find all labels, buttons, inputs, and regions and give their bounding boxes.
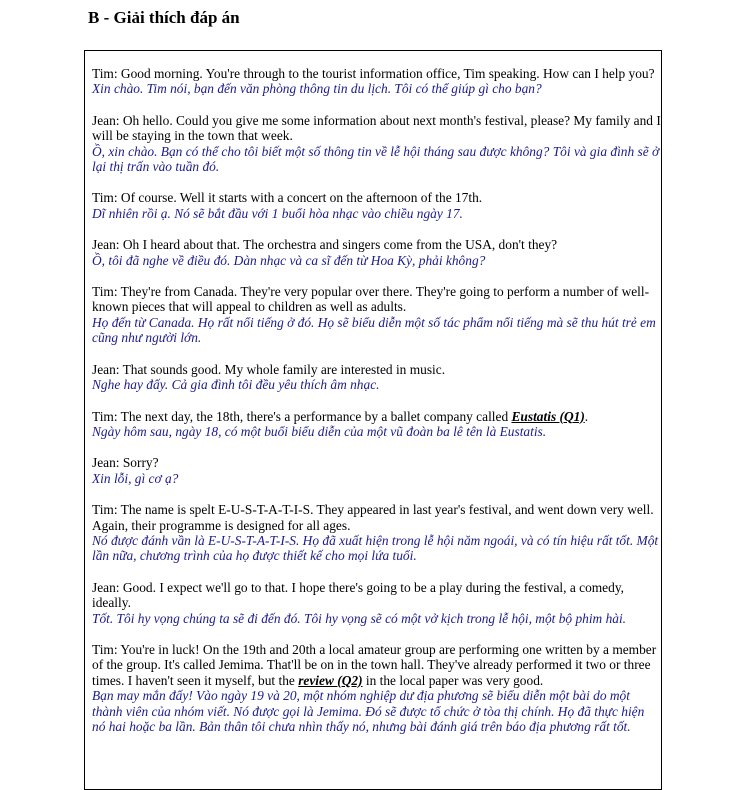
english-text: . (584, 408, 589, 424)
vietnamese-translation: Tốt. Tôi hy vọng chúng ta sẽ đi đến đó. Tôi hy vọng sẽ có một vở kịch trong lễ hội, một bộ phim hài. (92, 610, 627, 626)
dialogue-block (92, 284, 661, 346)
vietnamese-translation: Bạn may mắn đấy! Vào ngày 19 và 20, một nhóm nghiệp dư địa phương sẽ biểu diễn một bài do một thành viên của nhóm viết. Nó được gọi là Jemima. Đó sẽ được tổ chức ở tòa thị chính. Họ đã thực hiện nó hai hoặc ba lần. Bản thân tôi chưa nhìn thấy nó, nhưng bài đánh giá trên báo địa phương rất tốt. (92, 688, 645, 734)
vietnamese-translation: Họ đến từ Canada. Họ rất nổi tiếng ở đó. Họ sẽ biểu diễn một số tác phẩm nổi tiếng mà sẽ thu hút trẻ em cũng như người lớn. (92, 314, 656, 346)
english-line: Jean: Oh I heard about that. The orchestra and singers come from the USA, don't they? (92, 237, 558, 253)
dialogue-block (92, 580, 661, 626)
dialogue-block (92, 362, 661, 393)
section-heading: B - Giải thích đáp án (88, 8, 240, 27)
english-text: in the local paper was very good. (362, 672, 544, 688)
vietnamese-translation: Ồ, tôi đã nghe về điều đó. Dàn nhạc và ca sĩ đến từ Hoa Kỳ, phải không? (92, 252, 486, 268)
dialogue-block (92, 190, 661, 221)
dialogue-box (84, 50, 662, 790)
answer-q2: review (Q2) (298, 672, 363, 688)
english-line: Tim: Of course. Well it starts with a concert on the afternoon of the 17th. (92, 190, 483, 206)
dialogue-block (92, 455, 661, 486)
dialogue-block (92, 237, 661, 268)
english-text: Tim: You're in luck! On the 19th and 20th a local amateur group are performing one written by a member of the group. It's called Jemima. That'll be on in the town hall. They've already performed it two or three times. I haven't seen it myself, but the (92, 641, 657, 688)
vietnamese-translation: Xin lỗi, gì cơ ạ? (92, 470, 179, 486)
english-line: Jean: That sounds good. My whole family are interested in music. (92, 361, 446, 377)
vietnamese-translation: Ồ, xin chào. Bạn có thể cho tôi biết một số thông tin về lễ hội tháng sau được không? Tôi và gia đình sẽ ở lại thị trấn vào tuần đó. (92, 143, 660, 175)
english-text: Tim: The next day, the 18th, there's a performance by a ballet company called (92, 408, 512, 424)
vietnamese-translation: Xin chào. Tim nói, bạn đến văn phòng thông tin du lịch. Tôi có thể giúp gì cho bạn? (92, 81, 542, 97)
english-line: Tim: The name is spelt E-U-S-T-A-T-I-S. They appeared in last year's festival, and went down very well. Again, their programme is designed for all ages. (92, 502, 654, 533)
answer-q1: Eustatis (Q1) (511, 408, 585, 424)
dialogue-block (92, 642, 661, 734)
english-line: Tim: They're from Canada. They're very popular over there. They're going to perform a number of well-known pieces that will appeal to children as well as adults. (92, 284, 650, 315)
vietnamese-translation: Ngày hôm sau, ngày 18, có một buổi biểu diễn của một vũ đoàn ba lê tên là Eustatis. (92, 423, 547, 439)
english-line: Jean: Oh hello. Could you give me some information about next month's festival, please? My family and I will be staying in the town that week. (92, 112, 661, 144)
vietnamese-translation: Nghe hay đấy. Cả gia đình tôi đều yêu thích âm nhạc. (92, 377, 380, 393)
vietnamese-translation: Nó được đánh vần là E-U-S-T-A-T-I-S. Họ đã xuất hiện trong lễ hội năm ngoái, và có tín hiệu rất tốt. Một lần nữa, chương trình của họ được thiết kế cho mọi lứa tuổi. (92, 532, 659, 564)
dialogue-block (92, 409, 661, 440)
english-line: Jean: Good. I expect we'll go to that. I hope there's going to be a play during the festival, a comedy, ideally. (92, 579, 624, 611)
dialogue-block (92, 502, 661, 564)
english-line: Jean: Sorry? (92, 455, 159, 471)
english-line (92, 642, 661, 688)
dialogue-block (92, 113, 661, 175)
vietnamese-translation: Dĩ nhiên rồi ạ. Nó sẽ bắt đầu với 1 buổi hòa nhạc vào chiều ngày 17. (92, 205, 463, 221)
english-line: Tim: Good morning. You're through to the tourist information office, Tim speaking. How can I help you? (92, 66, 655, 81)
english-line (92, 409, 661, 424)
dialogue-block (92, 66, 661, 97)
